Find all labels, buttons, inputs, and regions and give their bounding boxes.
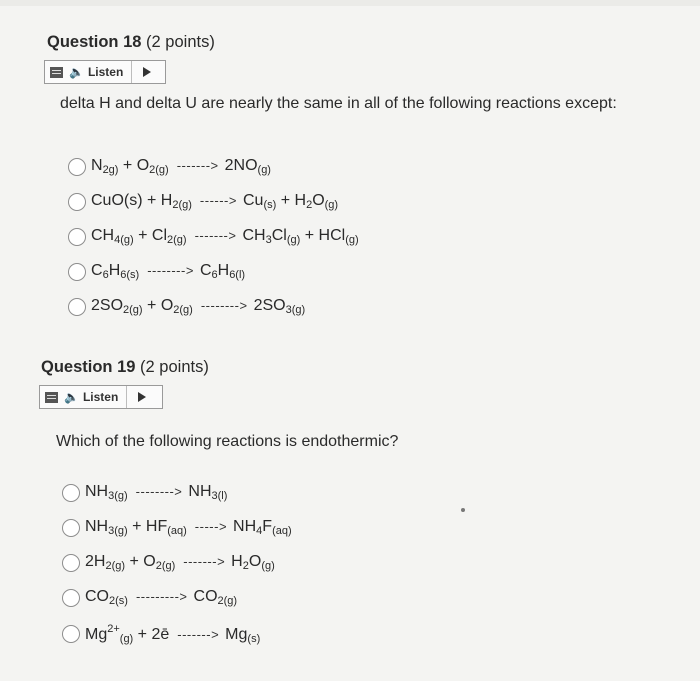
option-text: $CuO(s) + H_{2(g)}$ ------> $Cu_{(s)} + H_2O_{(g)}$ [91, 192, 339, 211]
radio-button[interactable] [68, 298, 86, 316]
listen-button-q19[interactable] [39, 385, 163, 409]
question-title-label: Question 19 [41, 358, 136, 376]
play-icon[interactable] [143, 67, 151, 77]
speaker-icon: 🔈 [69, 65, 84, 79]
answer-option[interactable] [68, 297, 305, 316]
answer-option[interactable] [62, 623, 260, 645]
divider [126, 386, 127, 408]
option-text: $NH_{3(g)}$ --------> $NH_{3(l)}$ [85, 483, 228, 502]
answer-option[interactable] [62, 588, 237, 607]
question-points: (2 points) [140, 358, 209, 376]
option-text: $CO_{2(s)}$ ---------> $CO_{2(g)}$ [85, 588, 238, 607]
option-text: $CH_{4(g)} + Cl_{2(g)}$ -------> $CH_3Cl_{(g)} + HCl_{(g)}$ [91, 227, 359, 246]
menu-icon[interactable] [45, 61, 67, 83]
option-text: $C_6H_{6(s)}$ --------> $C_6H_{6(l)}$ [91, 262, 246, 281]
answer-option[interactable] [62, 518, 292, 537]
answer-option[interactable] [62, 483, 227, 502]
radio-button[interactable] [62, 484, 80, 502]
question-19-title [41, 358, 209, 377]
radio-button[interactable] [62, 554, 80, 572]
menu-icon[interactable] [40, 386, 62, 408]
option-text: $N_{2g)} + O_{2(g)}$ -------> $2NO_{(g)}$ [91, 157, 271, 176]
option-text: $2SO_{2(g)} + O_{2(g)}$ --------> $2SO_{3(g)}$ [91, 297, 306, 316]
radio-button[interactable] [68, 263, 86, 281]
answer-option[interactable] [68, 192, 338, 211]
radio-button[interactable] [68, 158, 86, 176]
radio-button[interactable] [62, 625, 80, 643]
answer-option[interactable] [68, 262, 245, 281]
question-points: (2 points) [146, 33, 215, 51]
answer-option[interactable] [68, 157, 271, 176]
question-18-prompt: delta H and delta U are nearly the same in all of the following reactions except: [60, 95, 617, 112]
listen-label: Listen [87, 65, 124, 79]
question-18-title [47, 33, 215, 52]
option-text: $Mg^{2+}_{(g)}$ + 2ē -------> $Mg_{(s)}$ [85, 623, 261, 645]
answer-option[interactable] [62, 553, 275, 572]
radio-button[interactable] [62, 589, 80, 607]
radio-button[interactable] [68, 228, 86, 246]
radio-button[interactable] [68, 193, 86, 211]
answer-option[interactable] [68, 227, 359, 246]
play-icon[interactable] [138, 392, 146, 402]
option-text: $2H_{2(g)} + O_{2(g)}$ -------> $H_2O_{(g)}$ [85, 553, 275, 572]
speaker-icon: 🔈 [64, 390, 79, 404]
radio-button[interactable] [62, 519, 80, 537]
question-title-label: Question 18 [47, 33, 142, 51]
stray-dot [461, 508, 465, 512]
listen-label: Listen [82, 390, 119, 404]
top-border [0, 0, 700, 6]
question-19-prompt: Which of the following reactions is endothermic? [56, 433, 399, 450]
listen-button-q18[interactable] [44, 60, 166, 84]
option-text: $NH_{3(g)} + HF_{(aq)}$ -----> $NH_4F_{(aq)}$ [85, 518, 292, 537]
divider [131, 61, 132, 83]
